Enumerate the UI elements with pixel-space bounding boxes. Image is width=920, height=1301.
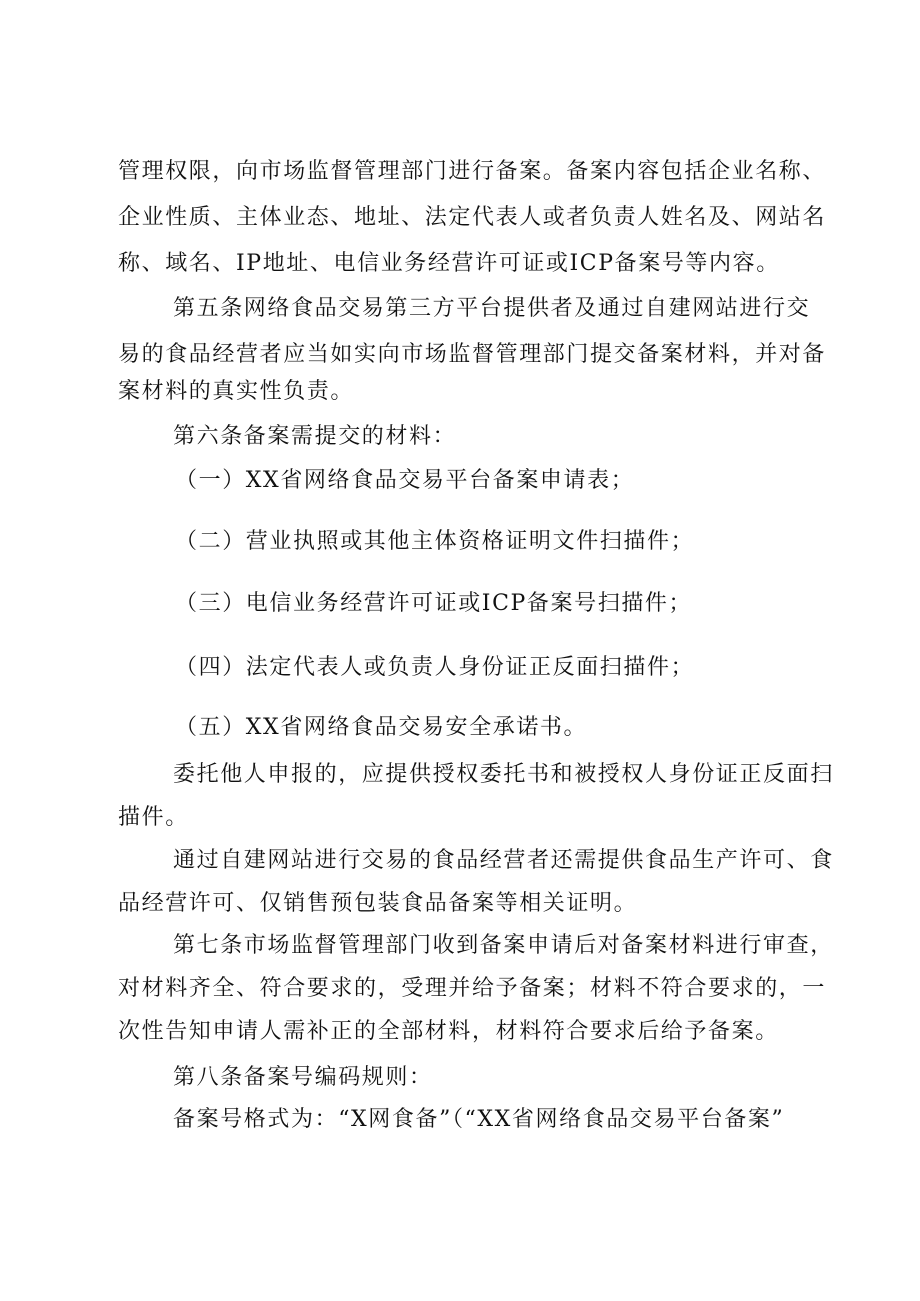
text-line: 委托他人申报的，应提供授权委托书和被授权人身份证正反面扫 xyxy=(173,762,834,787)
text-line: 第五条网络食品交易第三方平台提供者及通过自建网站进行交 xyxy=(173,296,811,321)
list-item: （四）法定代表人或负责人身份证正反面扫描件； xyxy=(175,655,695,680)
text-line: 第七条市场监督管理部门收到备案申请后对备案材料进行审查， xyxy=(173,933,834,958)
text-line: 案材料的真实性负责。 xyxy=(118,379,355,404)
text-line: 管理权限，向市场监督管理部门进行备案。备案内容包括企业名称、 xyxy=(118,159,827,184)
text-line: 次性告知申请人需补正的全部材料，材料符合要求后给予备案。 xyxy=(118,1019,779,1044)
text-line: 易的食品经营者应当如实向市场监督管理部门提交备案材料，并对备 xyxy=(118,342,827,367)
text-line: 企业性质、主体业态、地址、法定代表人或者负责人姓名及、网站名 xyxy=(118,205,827,230)
list-item: （三）电信业务经营许可证或ICP备案号扫描件； xyxy=(175,591,693,616)
list-item: （五）XX省网络食品交易安全承诺书。 xyxy=(175,715,588,740)
text-line: 描件。 xyxy=(118,805,189,830)
text-line: 品经营许可、仅销售预包装食品备案等相关证明。 xyxy=(118,891,638,916)
section-heading: 第八条备案号编码规则： xyxy=(173,1065,433,1090)
text-line: 通过自建网站进行交易的食品经营者还需提供食品生产许可、食 xyxy=(173,848,834,873)
text-line: 对材料齐全、符合要求的，受理并给予备案；材料不符合要求的，一 xyxy=(118,976,827,1001)
text-line: 备案号格式为：“X网食备”（“XX省网络食品交易平台备案” xyxy=(173,1107,785,1132)
section-heading: 第六条备案需提交的材料： xyxy=(173,424,457,449)
list-item: （二）营业执照或其他主体资格证明文件扫描件； xyxy=(175,529,695,554)
text-line: 称、域名、IP地址、电信业务经营许可证或ICP备案号等内容。 xyxy=(118,251,780,276)
list-item: （一）XX省网络食品交易平台备案申请表； xyxy=(175,468,635,493)
